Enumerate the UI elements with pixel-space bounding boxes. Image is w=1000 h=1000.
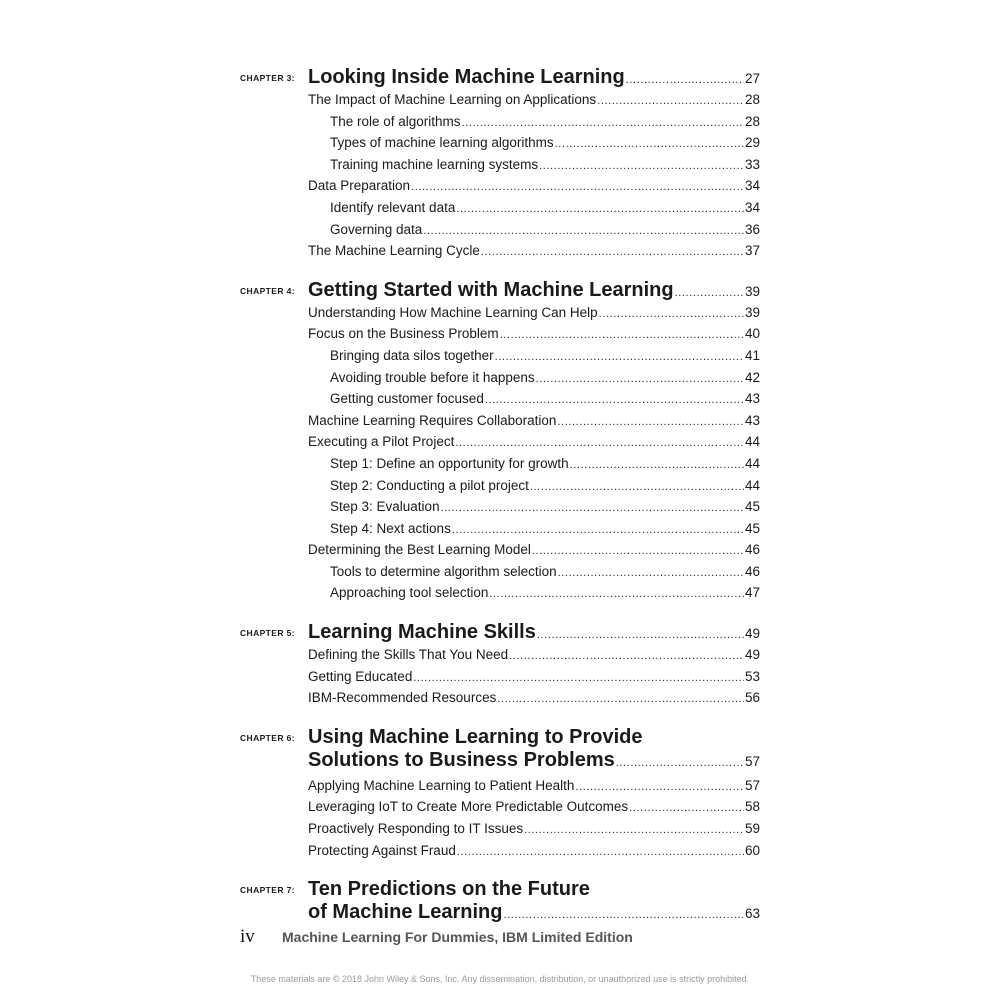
entry-text: Applying Machine Learning to Patient Health	[308, 777, 575, 793]
page-number: 39	[744, 304, 760, 320]
page-number: 28	[744, 92, 760, 107]
chapter-heading-link[interactable]	[308, 279, 760, 302]
chapter-title: Learning Machine Skills	[308, 621, 536, 644]
dot-leader	[411, 178, 744, 198]
page-number: 44	[744, 477, 760, 493]
entry-text: Identify relevant data	[330, 199, 456, 215]
entry-text: Step 2: Conducting a pilot project	[330, 477, 529, 493]
chapter-4	[240, 279, 760, 605]
entry-text: Types of machine learning algorithms	[330, 135, 554, 151]
page-folio: iv	[240, 926, 255, 947]
toc-entry[interactable]	[330, 368, 760, 390]
dot-leader	[558, 564, 744, 584]
entry-text: Training machine learning systems	[330, 156, 539, 172]
dot-leader	[626, 74, 744, 86]
toc-entry[interactable]	[330, 112, 760, 134]
chapter-label: CHAPTER 4:	[240, 285, 296, 296]
toc-entry[interactable]	[308, 819, 760, 841]
entry-text: Machine Learning Requires Collaboration	[308, 412, 557, 428]
dot-leader	[570, 456, 744, 476]
dot-leader	[575, 778, 744, 798]
page-number: 57	[744, 753, 760, 769]
toc-entry[interactable]	[308, 645, 760, 667]
entry-text: Focus on the Business Problem	[308, 326, 499, 342]
page-number: 34	[744, 178, 760, 194]
toc-entry[interactable]	[308, 540, 760, 562]
chapter-heading-link[interactable]	[308, 749, 760, 775]
chapter-title-line-2: of Machine Learning	[308, 901, 503, 924]
entry-text: Understanding How Machine Learning Can Help	[308, 304, 598, 320]
dot-leader	[532, 542, 744, 562]
page-number: 40	[744, 326, 760, 342]
page-number: 45	[744, 499, 760, 515]
page-number: 42	[744, 369, 760, 385]
dot-leader	[503, 904, 744, 927]
entry-text: IBM-Recommended Resources	[308, 690, 497, 706]
page-number: 36	[744, 221, 760, 237]
entry-text: Avoiding trouble before it happens	[330, 369, 535, 385]
dot-leader	[456, 200, 744, 220]
toc-entry[interactable]	[308, 241, 760, 263]
page-number: 37	[744, 243, 760, 259]
entry-text: The Machine Learning Cycle	[308, 243, 480, 259]
dot-leader	[509, 647, 744, 667]
entry-text: The Impact of Machine Learning on Applications	[308, 92, 597, 107]
chapter-5	[240, 621, 760, 710]
page-number: 49	[744, 626, 760, 642]
dot-leader	[462, 114, 744, 134]
entry-text: Bringing data silos together	[330, 347, 494, 363]
entry-text: Getting Educated	[308, 668, 413, 684]
page-number: 46	[744, 542, 760, 558]
dot-leader	[455, 434, 744, 454]
page-number: 56	[744, 690, 760, 706]
toc-entry[interactable]	[330, 476, 760, 498]
toc-entry[interactable]	[308, 303, 760, 325]
page-number: 28	[744, 113, 760, 129]
chapter-title-line-2: Solutions to Business Problems	[308, 748, 615, 771]
page-number: 39	[744, 283, 760, 299]
toc-entry[interactable]	[330, 198, 760, 220]
dot-leader	[555, 135, 744, 155]
dot-leader	[537, 629, 744, 641]
chapter-title-line-1[interactable]: Using Machine Learning to Provide	[308, 725, 643, 748]
chapter-3	[240, 66, 760, 263]
chapter-label: CHAPTER 6:	[240, 732, 296, 743]
page-number: 60	[744, 842, 760, 858]
toc-entry[interactable]	[308, 776, 760, 798]
entry-text: Leveraging IoT to Create More Predictable Outcomes	[308, 799, 629, 815]
chapter-title: Looking Inside Machine Learning	[308, 66, 625, 88]
dot-leader	[539, 157, 744, 177]
entry-text: Data Preparation	[308, 178, 411, 194]
toc-entry[interactable]	[308, 797, 760, 819]
dot-leader	[557, 413, 744, 433]
entry-text: Tools to determine algorithm selection	[330, 563, 557, 579]
toc-entry[interactable]	[308, 688, 760, 710]
page-number: 59	[744, 821, 760, 837]
dot-leader	[536, 370, 744, 390]
toc-entry[interactable]	[308, 324, 760, 346]
entry-text: Getting customer focused	[330, 391, 484, 407]
entry-text: Proactively Responding to IT Issues	[308, 821, 524, 837]
page-number: 29	[744, 135, 760, 151]
entry-text: Executing a Pilot Project	[308, 434, 455, 450]
chapter-title: Getting Started with Machine Learning	[308, 278, 674, 301]
toc-entry[interactable]	[308, 90, 760, 112]
page-number: 43	[744, 391, 760, 407]
entry-text: The role of algorithms	[330, 113, 461, 129]
dot-leader	[413, 669, 744, 689]
dot-leader	[599, 305, 744, 325]
dot-leader	[500, 326, 744, 346]
dot-leader	[629, 799, 744, 819]
chapter-label: CHAPTER 5:	[240, 628, 296, 639]
dot-leader	[489, 585, 744, 605]
toc-entry[interactable]	[330, 133, 760, 155]
toc-entry[interactable]	[330, 155, 760, 177]
toc-entry[interactable]	[330, 519, 760, 541]
table-of-contents	[240, 66, 760, 943]
chapter-6	[240, 726, 760, 862]
toc-entry[interactable]	[308, 176, 760, 198]
page-number: 63	[744, 906, 760, 922]
chapter-heading-link[interactable]	[308, 66, 760, 89]
book-title: Machine Learning For Dummies, IBM Limited Edition	[282, 929, 633, 945]
entry-text: Defining the Skills That You Need	[308, 647, 509, 663]
chapter-heading-link[interactable]	[308, 621, 760, 644]
entry-text: Protecting Against Fraud	[308, 842, 456, 858]
page-number: 58	[744, 799, 760, 815]
toc-entry[interactable]	[330, 497, 760, 519]
page-number: 57	[744, 777, 760, 793]
page-number: 33	[744, 156, 760, 172]
dot-leader	[524, 821, 744, 841]
page-number: 45	[744, 520, 760, 536]
entry-text: Step 4: Next actions	[330, 520, 451, 536]
dot-leader	[530, 478, 744, 498]
page-number: 47	[744, 585, 760, 601]
page-number: 44	[744, 455, 760, 471]
toc-entry[interactable]	[330, 562, 760, 584]
page-number: 53	[744, 668, 760, 684]
dot-leader	[481, 243, 744, 263]
entry-text: Determining the Best Learning Model	[308, 542, 531, 558]
dot-leader	[441, 499, 744, 519]
chapter-heading-link[interactable]	[308, 901, 760, 927]
entry-text: Governing data	[330, 221, 423, 237]
chapter-label: CHAPTER 7:	[240, 885, 296, 896]
dot-leader	[497, 690, 744, 710]
dot-leader	[485, 391, 744, 411]
chapter-label: CHAPTER 3:	[240, 73, 296, 83]
dot-leader	[452, 521, 744, 541]
entry-text: Approaching tool selection	[330, 585, 489, 601]
dot-leader	[495, 348, 744, 368]
copyright-notice: These materials are © 2018 John Wiley & Sons, Inc. Any dissemination, distribution, or unauthorized use is strictly prohibited.	[250, 974, 750, 984]
entry-text: Step 3: Evaluation	[330, 499, 440, 515]
toc-entry[interactable]	[308, 667, 760, 689]
page-number: 41	[744, 347, 760, 363]
page-number: 44	[744, 434, 760, 450]
toc-entry[interactable]	[308, 432, 760, 454]
page-footer	[240, 926, 760, 948]
page-number: 49	[744, 647, 760, 663]
page-number: 27	[744, 71, 760, 86]
toc-entry[interactable]	[330, 389, 760, 411]
toc-entry[interactable]	[308, 841, 760, 863]
page-number: 46	[744, 563, 760, 579]
entry-text: Step 1: Define an opportunity for growth	[330, 455, 569, 471]
toc-entry[interactable]	[330, 220, 760, 242]
chapter-7	[240, 878, 760, 927]
toc-entry[interactable]	[308, 411, 760, 433]
chapter-title-line-1[interactable]: Ten Predictions on the Future	[308, 878, 590, 901]
page-number: 43	[744, 412, 760, 428]
dot-leader	[423, 222, 744, 242]
dot-leader	[675, 287, 744, 299]
toc-entry[interactable]	[330, 454, 760, 476]
dot-leader	[457, 843, 744, 863]
dot-leader	[597, 92, 744, 112]
toc-entry[interactable]	[330, 346, 760, 368]
toc-entry[interactable]	[330, 583, 760, 605]
page-number: 34	[744, 199, 760, 215]
dot-leader	[616, 752, 744, 775]
